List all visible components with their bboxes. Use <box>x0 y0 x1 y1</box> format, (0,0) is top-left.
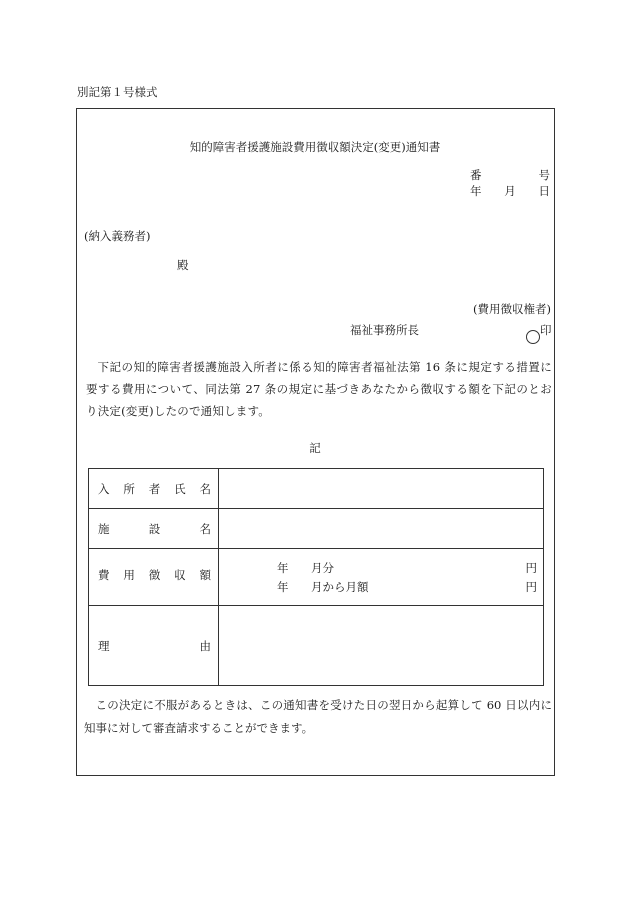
payer-label: (納入義務者) <box>84 229 151 243</box>
table-row-reason <box>89 606 544 686</box>
table-row-resident-name <box>89 469 544 509</box>
document-title: 知的障害者援護施設費用徴収額決定(変更)通知書 <box>189 140 441 154</box>
monthly-amount-from-line <box>219 577 543 596</box>
seal-circle-icon <box>526 330 540 344</box>
honorific: 殿 <box>177 258 189 272</box>
fee-year: 年 <box>277 579 289 594</box>
label-char: 入 <box>98 481 110 496</box>
label-char: 設 <box>148 521 161 536</box>
label-char: 徴 <box>148 568 161 582</box>
date-day: 日 <box>538 184 550 198</box>
label-char: 者 <box>148 481 161 496</box>
appeal-notice-text: この決定に不服があるときは、この通知書を受けた日の翌日から起算して 60 日以内に知事に対して審査請求することができます。 <box>84 698 552 735</box>
fee-amount-label <box>89 549 219 606</box>
facility-name-value <box>219 509 544 549</box>
table-row-fee-amount <box>89 549 544 606</box>
label-char: 所 <box>123 481 135 496</box>
facility-name-label <box>89 509 219 549</box>
fee-text: 月分 <box>311 560 334 575</box>
seal-mark: 印 <box>540 323 552 337</box>
reason-value <box>219 606 544 686</box>
label-char: 用 <box>123 568 135 582</box>
fee-yen: 円 <box>525 579 537 594</box>
number-label: 番 <box>470 168 482 182</box>
date-year: 年 <box>470 184 482 198</box>
label-char: 収 <box>174 568 186 582</box>
label-char: 名 <box>199 521 211 536</box>
label-char: 氏 <box>174 481 186 496</box>
reason-label <box>89 606 219 686</box>
document-number-row <box>470 167 550 183</box>
date-month: 月 <box>504 184 516 198</box>
resident-name-value <box>219 469 544 509</box>
authority-label: (費用徴収権者) <box>473 302 551 316</box>
label-char: 施 <box>98 521 110 536</box>
ki-heading: 記 <box>309 441 321 455</box>
label-char: 額 <box>199 568 211 582</box>
label-char: 費 <box>98 568 110 582</box>
fee-text: 月から月額 <box>311 579 369 594</box>
number-suffix: 号 <box>538 168 550 182</box>
detail-table <box>88 468 544 686</box>
office-name: 福祉事務所長 <box>350 323 419 337</box>
document-date-row <box>470 183 550 199</box>
notice-body-text: 下記の知的障害者援護施設入所者に係る知的障害者福祉法第 16 条に規定する措置に要する費用について、同法第 27 条の規定に基づきあなたから徴収する額を下記のとおり決定(変更)したので通知します。 <box>86 360 552 418</box>
label-char: 名 <box>199 481 211 496</box>
fee-amount-value <box>219 549 544 606</box>
label-char: 理 <box>98 638 110 653</box>
label-char: 由 <box>199 638 211 653</box>
resident-name-label <box>89 469 219 509</box>
monthly-fee-line <box>219 558 543 577</box>
table-row-facility-name <box>89 509 544 549</box>
fee-yen: 円 <box>525 560 537 575</box>
fee-year: 年 <box>277 560 289 575</box>
form-number-label: 別記第１号様式 <box>77 85 158 99</box>
